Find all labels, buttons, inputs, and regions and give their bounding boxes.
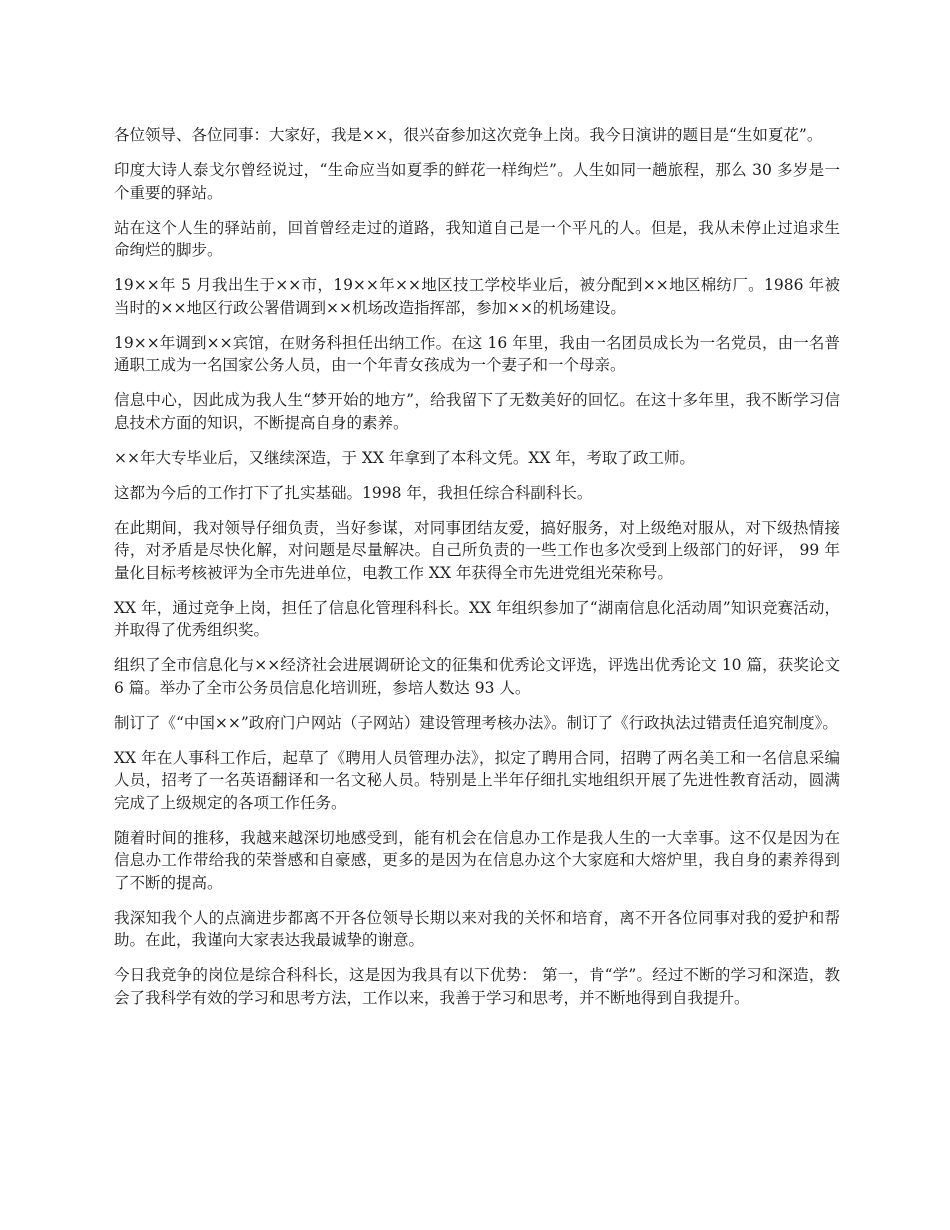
paragraph-life-station: 站在这个人生的驿站前，回首曾经走过的道路，我知道自己是一个平凡的人。但是，我从未停止过追求生命绚烂的脚步。 bbox=[114, 218, 840, 259]
paragraph-information-center: 信息中心，因此成为我人生“梦开始的地方”，给我留下了无数美好的回忆。在这十多年里，我不断学习信息技术方面的知识，不断提高自身的素养。 bbox=[114, 391, 840, 432]
paragraph-hotel-work: 19××年调到××宾馆，在财务科担任出纳工作。在这 16 年里，我由一名团员成长为一名党员，由一名普通职工成为一名国家公务人员，由一个年青女孩成为一个妻子和一个母亲。 bbox=[114, 333, 840, 374]
paragraph-tagore-quote: 印度大诗人泰戈尔曾经说过，“生命应当如夏季的鲜花一样绚烂”。人生如同一趟旅程，那么 30 多岁是一个重要的驿站。 bbox=[114, 161, 840, 202]
paragraph-greeting: 各位领导、各位同事：大家好，我是××，很兴奋参加这次竞争上岗。我今日演讲的题目是“生如夏花”。 bbox=[114, 126, 823, 144]
paragraph-duties: 在此期间，我对领导仔细负责，当好参谋，对同事团结友爱，搞好服务，对上级绝对服从，对下级热情接待，对矛盾是尽快化解，对问题是尽量解决。自己所负责的一些工作也多次受到上级部门的好评， 99 年量化目标考核被评为全市先进单位，电教工作 XX 年获得全市先进党组光荣称号。 bbox=[114, 518, 840, 582]
paragraph-birth-education: 19××年 5 月我出生于××市，19××年××地区技工学校毕业后，被分配到××地区棉纺厂。1986 年被当时的××地区行政公署借调到××机场改造指挥部，参加××的机场建设。 bbox=[114, 276, 840, 317]
paragraph-degree: ××年大专毕业后，又继续深造，于 XX 年拿到了本科文凭。XX 年，考取了政工师。 bbox=[114, 448, 695, 467]
paragraph-regulations: 制订了《“中国××”政府门户网站（子网站）建设管理考核办法》。制订了《行政执法过错责任追究制度》。 bbox=[114, 713, 838, 732]
paragraph-gratitude: 我深知我个人的点滴进步都离不开各位领导长期以来对我的关怀和培育，离不开各位同事对我的爱护和帮助。在此，我谨向大家表达我最诚挚的谢意。 bbox=[114, 908, 840, 949]
paragraph-advantages: 今日我竞争的岗位是综合科科长，这是因为我具有以下优势： 第一，肯“学”。经过不断的学习和深造，教会了我科学有效的学习和思考方法，工作以来，我善于学习和思考，并不断地得到自我提升。 bbox=[114, 966, 840, 1007]
paragraph-personnel-work: XX 年在人事科工作后，起草了《聘用人员管理办法》，拟定了聘用合同，招聘了两名美工和一名信息采编人员，招考了一名英语翻译和一名文秘人员。特别是上半年仔细扎实地组织开展了先进性教育活动，圆满完成了上级规定的各项工作任务。 bbox=[114, 748, 840, 812]
paragraph-papers-training: 组织了全市信息化与××经济社会进展调研论文的征集和优秀论文评选，评选出优秀论文 10 篇，获奖论文 6 篇。举办了全市公务员信息化培训班，参培人数达 93 人。 bbox=[114, 656, 840, 697]
paragraph-section-chief: XX 年，通过竞争上岗，担任了信息化管理科科长。XX 年组织参加了“湖南信息化活动周”知识竞赛活动，并取得了优秀组织奖。 bbox=[114, 598, 840, 639]
document-page bbox=[114, 124, 840, 1022]
paragraph-deputy-chief: 这都为今后的工作打下了扎实基础。1998 年，我担任综合科副科长。 bbox=[114, 483, 593, 502]
paragraph-reflection: 随着时间的推移，我越来越深切地感受到，能有机会在信息办工作是我人生的一大幸事。这不仅是因为在信息办工作带给我的荣誉感和自豪感，更多的是因为在信息办这个大家庭和大熔炉里，我自身的素养得到了不断的提高。 bbox=[114, 828, 840, 892]
